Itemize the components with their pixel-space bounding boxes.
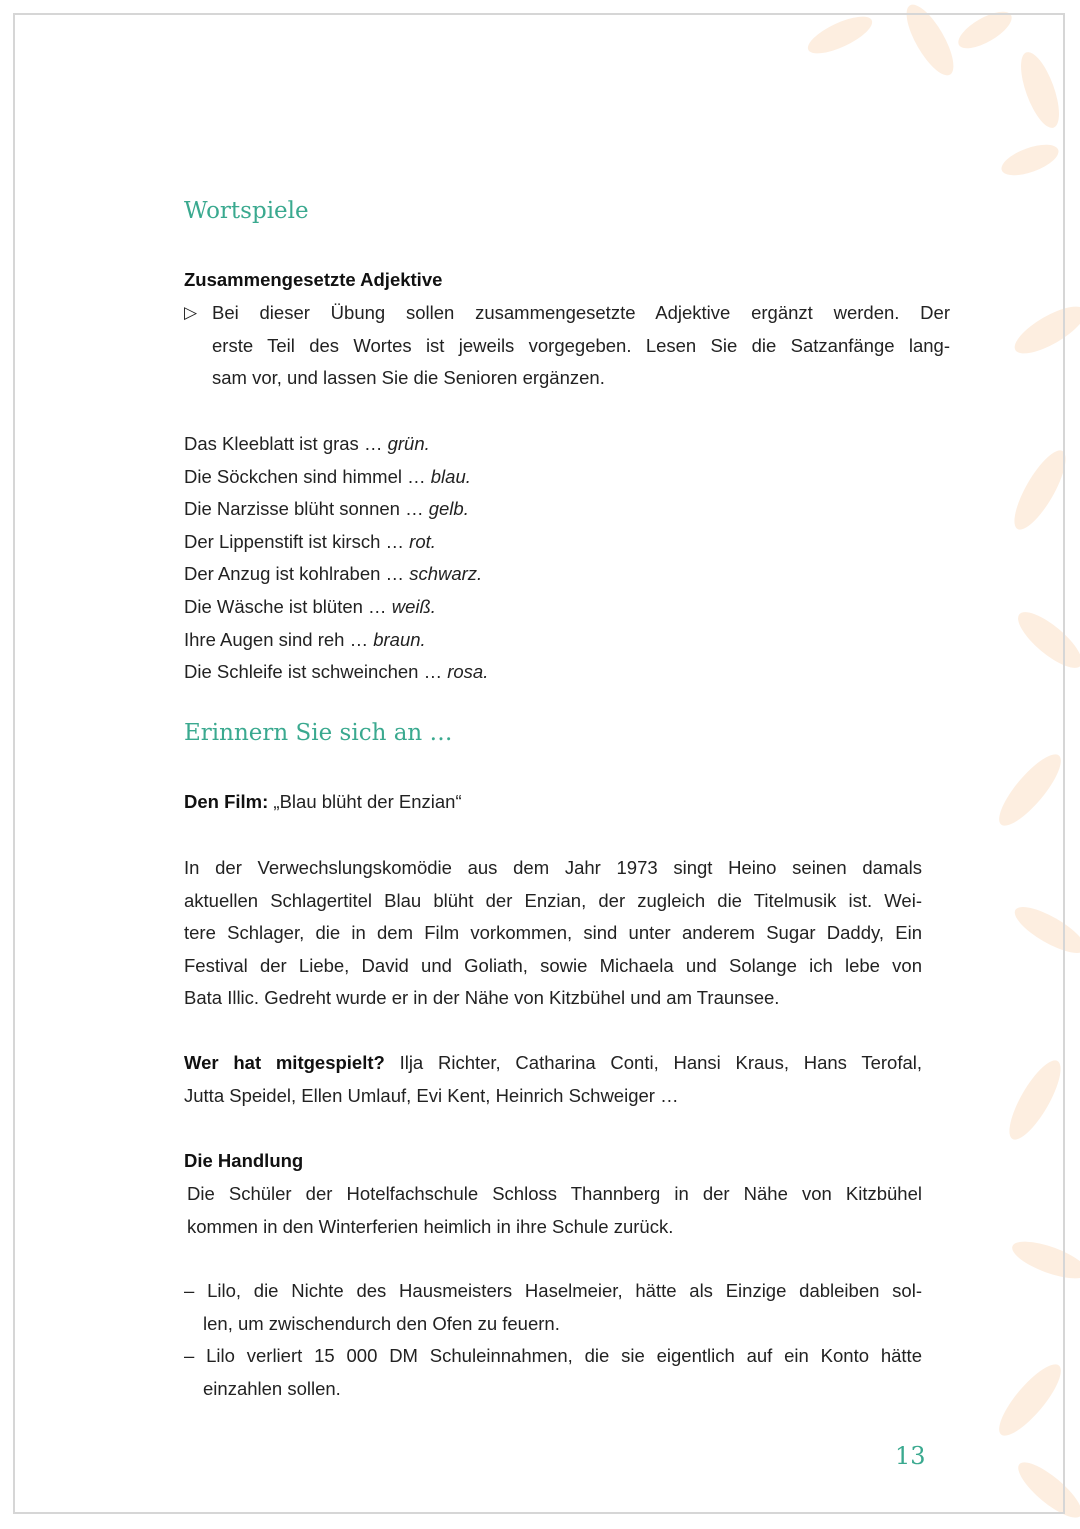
list-item: – Lilo, die Nichte des Hausmeisters Haselmeier, hätte als Einzige dableiben sol- [184, 1280, 922, 1301]
example-item: Die Narzisse blüht sonnen … gelb. [184, 498, 469, 520]
section-heading-wortspiele: Wortspiele [184, 198, 309, 224]
subheading: Zusammengesetzte Adjektive [184, 269, 443, 290]
example-item: Der Anzug ist kohlraben … schwarz. [184, 563, 483, 585]
instruction: ▷ Bei dieser Übung sollen zusammengesetzte Adjektive ergänzt werden. Der erste Teil des Wortes ist jeweils vorgegeben. Lesen Sie die Satzanfänge lang- sam vor, und lassen Sie die Senioren ergänzen. [184, 297, 950, 395]
example-item: Die Schleife ist schweinchen … rosa. [184, 661, 489, 683]
film-intro: In der Verwechslungskomödie aus dem Jahr 1973 singt Heino seinen damals aktuellen Schlagertitel Blau blüht der Enzian, der zugleich die Titelmusik ist. Wei- tere Schlager, die in dem Film vorkommen, sind unter anderem Sugar Daddy, Ein Festival der Liebe, David und Goliath, sowie Michaela und Solange ich lebe von Bata Illic. Gedreht wurde er in der Nähe von Kitzbühel und am Traunsee. [184, 857, 922, 1009]
example-item: Die Söckchen sind himmel … blau. [184, 465, 471, 487]
triangle-right-icon: ▷ [184, 303, 198, 322]
example-item: Der Lippenstift ist kirsch … rot. [184, 530, 436, 552]
example-list [184, 428, 922, 689]
example-item: Das Kleeblatt ist gras … grün. [184, 433, 430, 454]
list-item: – Lilo verliert 15 000 DM Schuleinnahmen, die sie eigentlich auf ein Konto hätte [184, 1345, 922, 1367]
plot-heading: Die Handlung [184, 1150, 304, 1171]
example-item: Ihre Augen sind reh … braun. [184, 628, 426, 650]
cast: Wer hat mitgespielt? Ilja Richter, Catharina Conti, Hansi Kraus, Hans Terofal, Jutta Speidel, Ellen Umlauf, Evi Kent, Heinrich Schweiger … [184, 1052, 922, 1106]
film-title: Den Film: „Blau blüht der Enzian“ [184, 791, 462, 812]
section-heading-erinnern: Erinnern Sie sich an … [184, 720, 453, 746]
plot-list: – Lilo, die Nichte des Hausmeisters Haselmeier, hätte als Einzige dableiben sol- len, um zwischendurch den Ofen zu feuern. – Lilo verliert 15 000 DM Schuleinnahmen, die sie eigentlich auf ein Konto hätte einzahlen sollen. [184, 1275, 922, 1405]
plot-text: Die Schüler der Hotelfachschule Schloss Thannberg in der Nähe von Kitzbühel kommen in den Winterferien heimlich in ihre Schule zurück. [187, 1183, 922, 1237]
example-item: Die Wäsche ist blüten … weiß. [184, 595, 436, 617]
page-number: 13 [895, 1442, 926, 1470]
